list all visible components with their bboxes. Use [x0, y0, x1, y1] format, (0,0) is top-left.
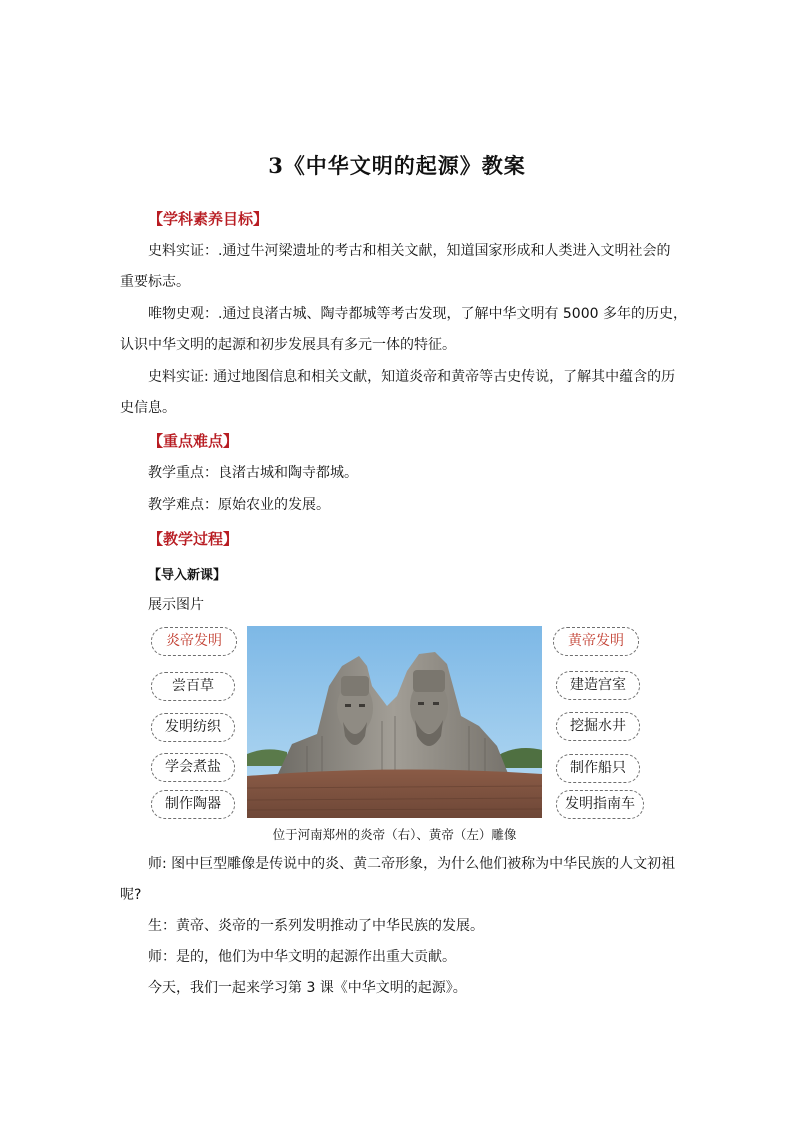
teacher-question-line-1: 师: 图中巨型雕像是传说中的炎、黄二帝形象，为什么他们被称为中华民族的人文初祖 — [148, 856, 676, 872]
goal-3-line-1: 史料实证: 通过地图信息和相关文献，知道炎帝和黄帝等古史传说，了解其中蕴含的历 — [148, 369, 676, 385]
tag-wells: 挖掘水井 — [556, 712, 640, 741]
tag-pottery: 制作陶器 — [151, 790, 235, 819]
tag-weaving: 发明纺织 — [151, 713, 235, 742]
key-point: 教学重点：良渚古城和陶寺都城。 — [148, 465, 358, 481]
teacher-response: 师：是的，他们为中华文明的起源作出重大贡献。 — [148, 949, 456, 965]
tag-south-pointing-chariot: 发明指南车 — [556, 790, 644, 819]
section-heading-key-points: 【重点难点】 — [148, 432, 239, 450]
tag-huangdi-inventions: 黄帝发明 — [553, 627, 639, 656]
subheading-intro: 【导入新课】 — [148, 568, 227, 583]
statues-photo — [247, 626, 542, 818]
document-title: 3《中华文明的起源》教案 — [268, 153, 526, 178]
lesson-intro: 今天，我们一起来学习第 3 课《中华文明的起源》。 — [148, 980, 467, 996]
section-heading-goals: 【学科素养目标】 — [148, 210, 269, 228]
goal-1-line-2: 重要标志。 — [120, 274, 190, 290]
tag-boats: 制作船只 — [556, 754, 640, 783]
show-image-label: 展示图片 — [148, 597, 204, 613]
tag-palaces: 建造宫室 — [556, 671, 640, 700]
difficult-point: 教学难点：原始农业的发展。 — [148, 497, 330, 513]
section-heading-process: 【教学过程】 — [148, 530, 239, 548]
tag-yandi-inventions: 炎帝发明 — [151, 627, 237, 656]
goal-1-line-1: 史料实证：.通过牛河梁遗址的考古和相关文献，知道国家形成和人类进入文明社会的 — [148, 243, 671, 259]
teacher-question-line-2: 呢? — [120, 887, 142, 903]
student-answer: 生：黄帝、炎帝的一系列发明推动了中华民族的发展。 — [148, 918, 484, 934]
goal-2-line-2: 认识中华文明的起源和初步发展具有多元一体的特征。 — [120, 337, 456, 353]
figure-caption: 位于河南郑州的炎帝（右）、黄帝（左）雕像 — [272, 827, 517, 842]
goal-3-line-2: 史信息。 — [120, 400, 176, 416]
tag-salt-boiling: 学会煮盐 — [151, 753, 235, 782]
goal-2-line-1: 唯物史观：.通过良渚古城、陶寺都城等考古发现，了解中华文明有 5000 多年的历史， — [148, 306, 687, 322]
tag-tasting-herbs: 尝百草 — [151, 672, 235, 701]
